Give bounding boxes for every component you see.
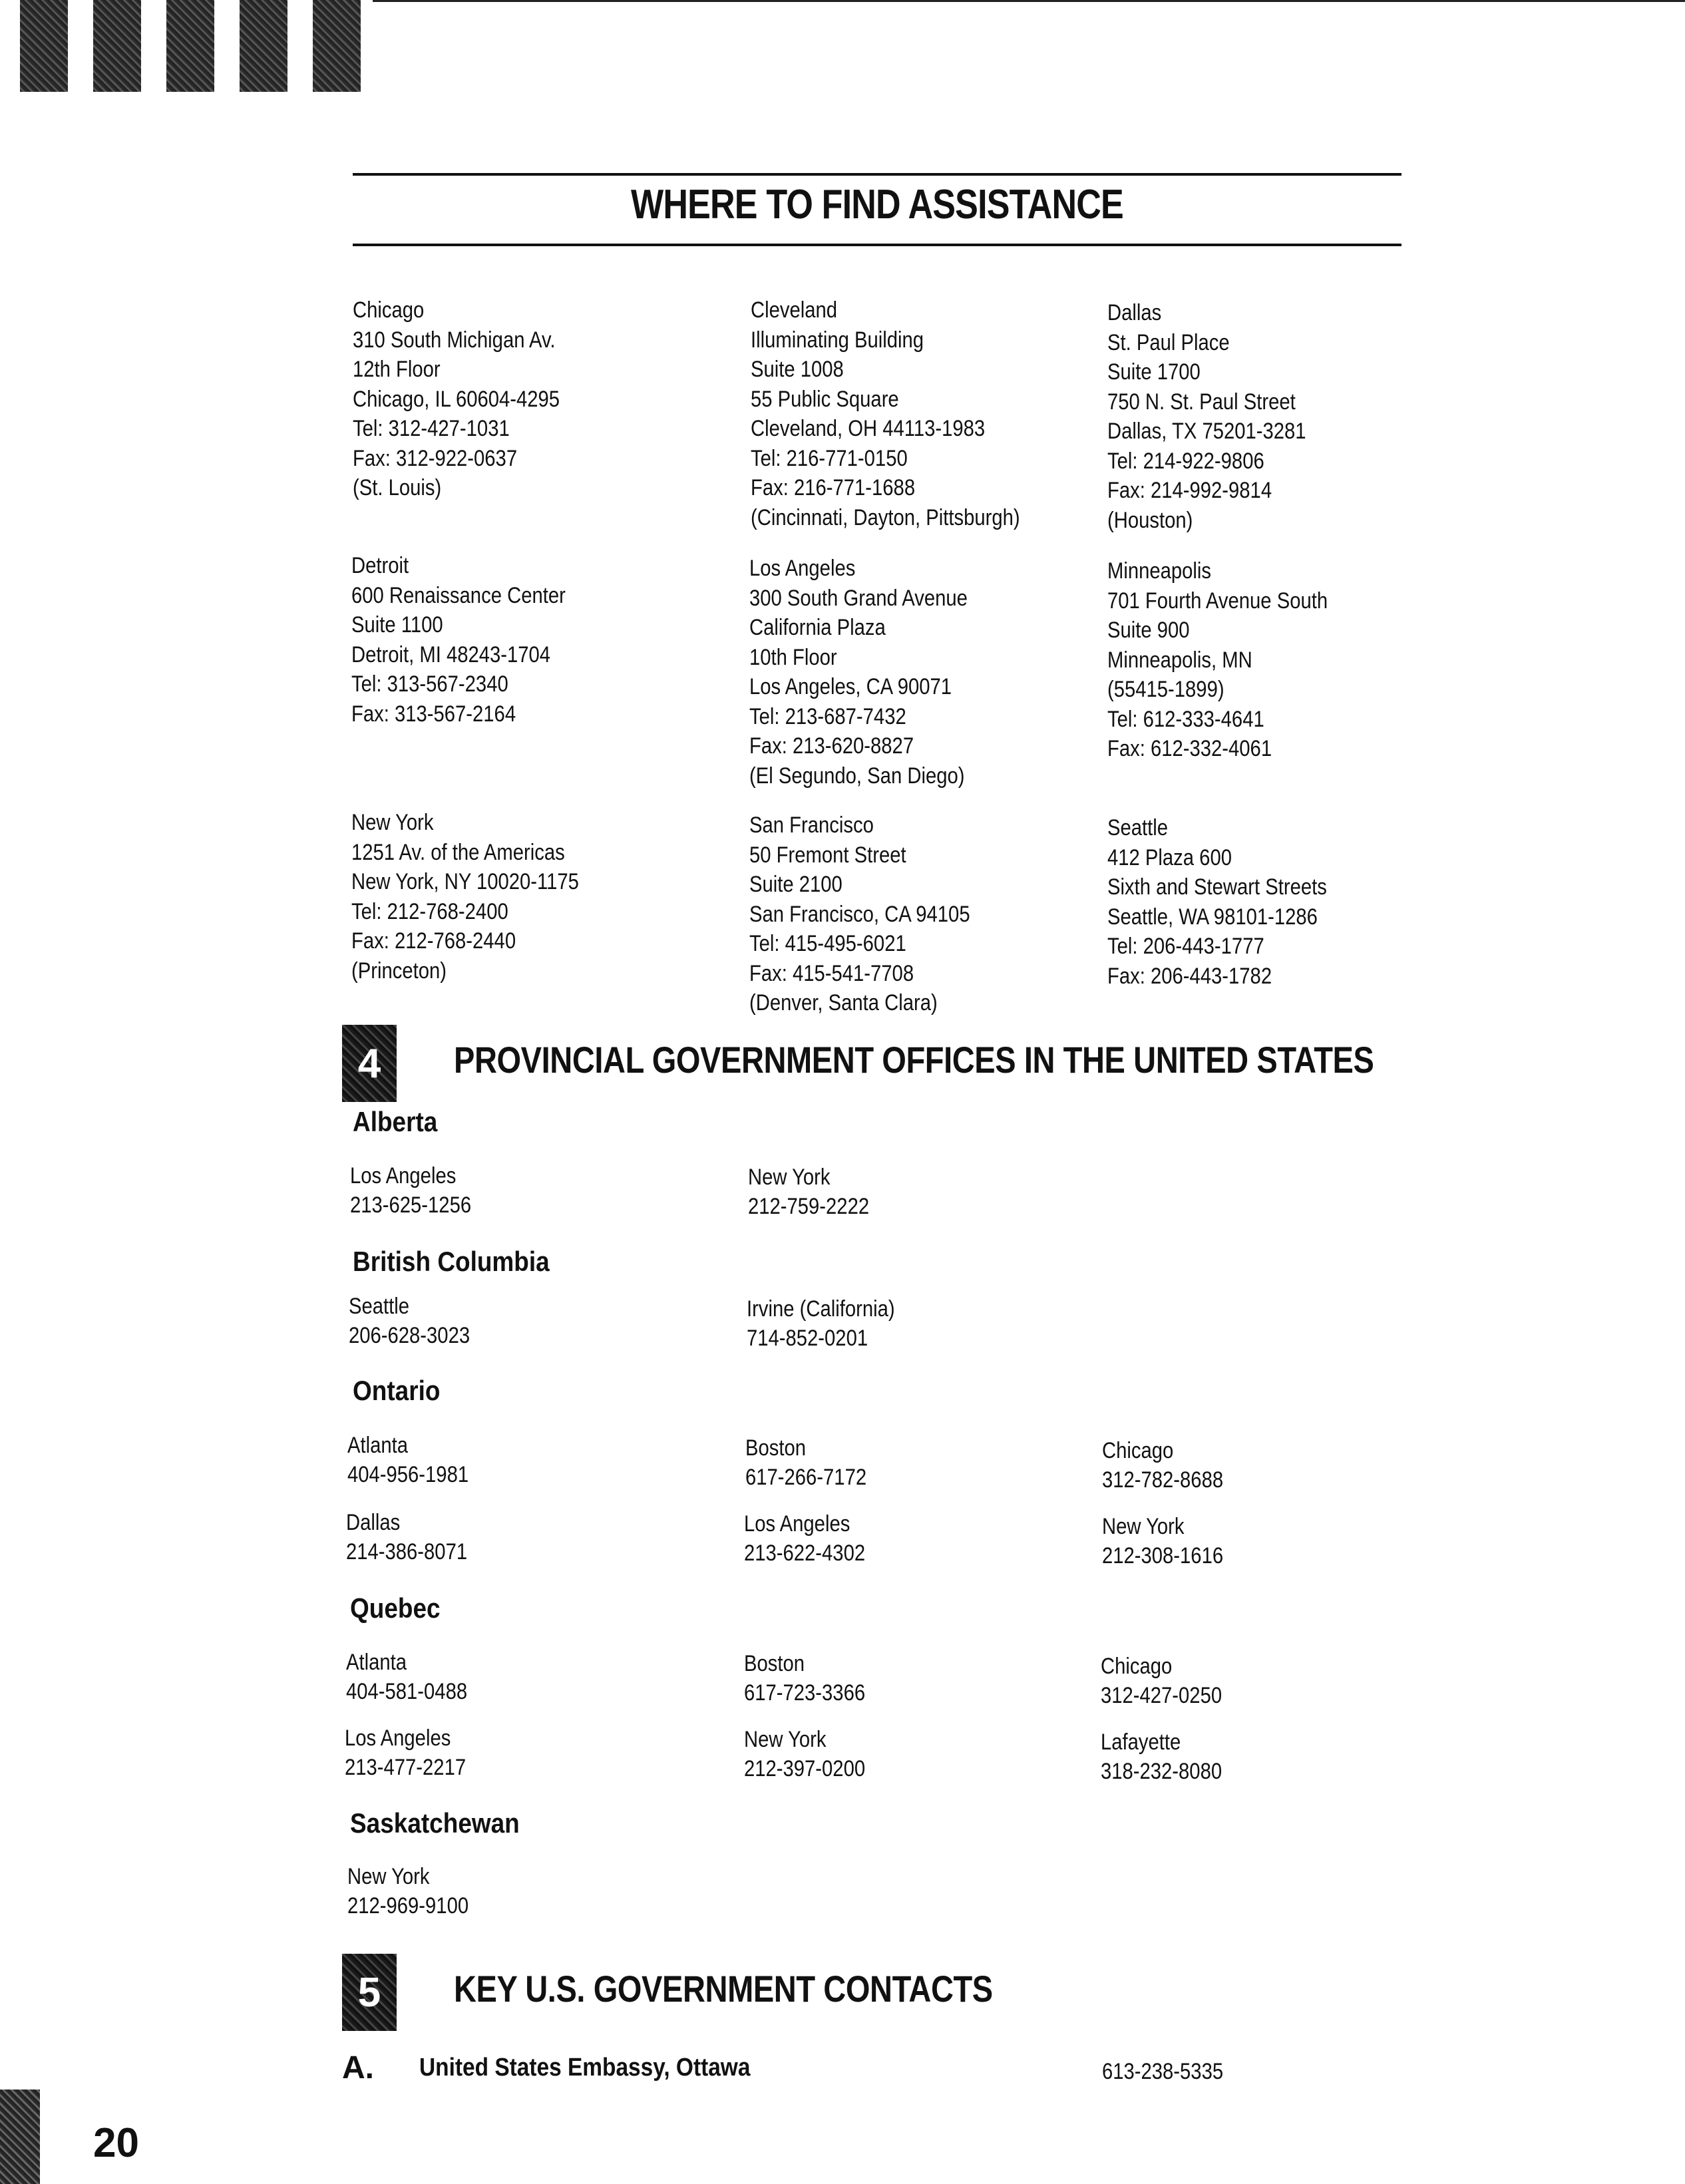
section-4-badge: 4 <box>342 1025 397 1102</box>
entry-quebec-boston: Boston 617-723-3366 <box>744 1651 866 1706</box>
contact-a-name: United States Embassy, Ottawa <box>419 2054 751 2082</box>
entry-quebec-lafayette: Lafayette 318-232-8080 <box>1101 1729 1222 1784</box>
title-rule-bottom <box>353 244 1402 246</box>
entry-saskatchewan-new-york: New York 212-969-9100 <box>347 1864 469 1918</box>
section-5-badge: 5 <box>342 1954 397 2031</box>
province-ontario: Ontario <box>353 1375 441 1406</box>
entry-quebec-los-angeles: Los Angeles 213-477-2217 <box>345 1726 467 1780</box>
office-detroit: Detroit 600 Renaissance Center Suite 1100 Detroit, MI 48243-1704 Tel: 313-567-2340 Fax: 313-567-2164 <box>351 553 566 727</box>
entry-ontario-atlanta: Atlanta 404-956-1981 <box>347 1433 469 1487</box>
section-5-heading: KEY U.S. GOVERNMENT CONTACTS <box>454 1968 993 2010</box>
entry-bc-seattle: Seattle 206-628-3023 <box>349 1294 470 1348</box>
decor-block <box>313 0 361 92</box>
page-number-decor <box>0 2090 40 2184</box>
office-new-york: New York 1251 Av. of the Americas New York, NY 10020-1175 Tel: 212-768-2400 Fax: 212-768-2440 (Princeton) <box>351 810 579 984</box>
decor-block <box>166 0 214 92</box>
decor-block <box>20 0 68 92</box>
office-san-francisco: San Francisco 50 Fremont Street Suite 2100 San Francisco, CA 94105 Tel: 415-495-6021 Fax: 415-541-7708 (Denver, Santa Clara) <box>749 813 970 1015</box>
office-dallas: Dallas St. Paul Place Suite 1700 750 N. St. Paul Street Dallas, TX 75201-3281 Tel: 214-922-9806 Fax: 214-992-9814 (Houston) <box>1107 300 1306 533</box>
office-minneapolis: Minneapolis 701 Fourth Avenue South Suite 900 Minneapolis, MN (55415-1899) Tel: 612-333-4641 Fax: 612-332-4061 <box>1107 558 1328 761</box>
office-chicago: Chicago 310 South Michigan Av. 12th Floor Chicago, IL 60604-4295 Tel: 312-427-1031 Fax: 312-922-0637 (St. Louis) <box>353 297 560 500</box>
page-number: 20 <box>93 2120 139 2166</box>
top-border <box>373 0 1685 2</box>
section-4-heading: PROVINCIAL GOVERNMENT OFFICES IN THE UNITED STATES <box>454 1039 1374 1081</box>
entry-quebec-chicago: Chicago 312-427-0250 <box>1101 1654 1222 1708</box>
page-title: WHERE TO FIND ASSISTANCE <box>631 182 1123 228</box>
entry-alberta-new-york: New York 212-759-2222 <box>748 1165 870 1219</box>
province-quebec: Quebec <box>350 1592 441 1624</box>
entry-ontario-los-angeles: Los Angeles 213-622-4302 <box>744 1511 866 1566</box>
entry-ontario-boston: Boston 617-266-7172 <box>745 1435 867 1490</box>
contact-a-letter: A. <box>342 2050 374 2086</box>
office-cleveland: Cleveland Illuminating Building Suite 1008 55 Public Square Cleveland, OH 44113-1983 Tel: 216-771-0150 Fax: 216-771-1688 (Cincinnati, Dayton, Pittsburgh) <box>751 297 1020 530</box>
entry-quebec-new-york: New York 212-397-0200 <box>744 1727 866 1781</box>
entry-ontario-dallas: Dallas 214-386-8071 <box>346 1510 468 1564</box>
province-british-columbia: British Columbia <box>353 1246 550 1277</box>
province-saskatchewan: Saskatchewan <box>350 1807 520 1839</box>
entry-ontario-chicago: Chicago 312-782-8688 <box>1102 1438 1224 1493</box>
office-seattle: Seattle 412 Plaza 600 Sixth and Stewart Streets Seattle, WA 98101-1286 Tel: 206-443-1777 Fax: 206-443-1782 <box>1107 815 1327 989</box>
contact-a-phone: 613-238-5335 <box>1102 2059 1224 2084</box>
office-los-angeles: Los Angeles 300 South Grand Avenue California Plaza 10th Floor Los Angeles, CA 90071 Tel: 213-687-7432 Fax: 213-620-8827 (El Segundo, San Diego) <box>749 556 968 789</box>
entry-ontario-new-york: New York 212-308-1616 <box>1102 1514 1224 1568</box>
entry-alberta-los-angeles: Los Angeles 213-625-1256 <box>350 1163 472 1218</box>
entry-bc-irvine: Irvine (California) 714-852-0201 <box>747 1296 895 1351</box>
decor-block <box>240 0 287 92</box>
entry-quebec-atlanta: Atlanta 404-581-0488 <box>346 1650 468 1704</box>
decor-block <box>93 0 141 92</box>
title-rule-top <box>353 173 1402 176</box>
province-alberta: Alberta <box>353 1106 438 1137</box>
